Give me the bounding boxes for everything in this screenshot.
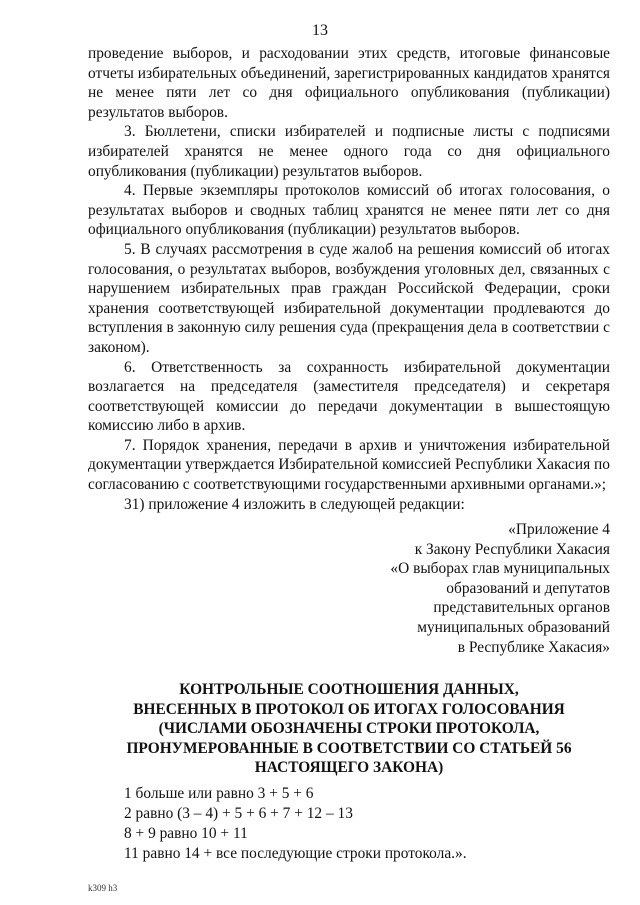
section-title-line: НАСТОЯЩЕГО ЗАКОНА) xyxy=(254,759,444,777)
appendix-reference-line: «Приложение 4 xyxy=(508,521,610,538)
section-title-line: ПРОНУМЕРОВАННЫЕ В СООТВЕТСТВИИ СО СТАТЬЕЙ 56 xyxy=(126,739,572,757)
section-title xyxy=(88,680,610,778)
appendix-reference-line: в Республике Хакасия» xyxy=(457,638,610,656)
paragraph-item-5: 5. В случаях рассмотрения в суде жалоб на решения комиссий об итогах голосования, о результатах выборов, возбуждения уголовных дел, связанных с нарушением избирательных прав граждан Российской Федерации, сроки хранения соответствующей избирательной документации продлеваются до вступления в законную силу решения суда (прекращения дела в соответствии с законом). xyxy=(88,240,610,356)
appendix-reference-line: муниципальных образований xyxy=(417,618,610,636)
appendix-reference-line: образований и депутатов xyxy=(446,579,610,597)
page-number: 13 xyxy=(312,22,328,39)
control-ratios-list xyxy=(124,784,604,864)
control-ratio: 11 равно 14 + все последующие строки протокола.». xyxy=(124,845,467,862)
control-ratio: 8 + 9 равно 10 + 11 xyxy=(124,825,248,842)
paragraph-item-3: 3. Бюллетени, списки избирателей и подписные листы с подписями избирателей хранятся не менее одного года со дня официального опубликования (публикации) результатов выборов. xyxy=(88,123,610,180)
section-title-line: (ЧИСЛАМИ ОБОЗНАЧЕНЫ СТРОКИ ПРОТОКОЛА, xyxy=(158,720,540,738)
appendix-reference-line: «О выборах глав муниципальных xyxy=(390,560,610,578)
body-text xyxy=(88,44,610,514)
appendix-reference-line: к Закону Республики Хакасия xyxy=(414,540,610,558)
footer-code: k309 h3 xyxy=(88,883,118,893)
control-ratio: 2 равно (3 – 4) + 5 + 6 + 7 + 12 – 13 xyxy=(124,805,353,822)
control-ratio: 1 больше или равно 3 + 5 + 6 xyxy=(124,785,314,802)
paragraph-continuation: проведение выборов, и расходовании этих средств, итоговые финансовые отчеты избирательных объединений, зарегистрированных кандидатов хранятся не менее пяти лет со дня официального опубликования (публикации) результатов выборов. xyxy=(88,45,610,121)
section-title-line: ВНЕСЕННЫХ В ПРОТОКОЛ ОБ ИТОГАХ ГОЛОСОВАНИЯ xyxy=(133,700,565,718)
paragraph-item-7: 7. Порядок хранения, передачи в архив и уничтожения избирательной документации утверждается Избирательной комиссией Республики Хакасия по согласованию с соответствующими государственными архивными органами.»; xyxy=(88,436,610,494)
paragraph-amendment-31: 31) приложение 4 изложить в следующей редакции: xyxy=(124,495,465,513)
appendix-reference xyxy=(290,520,610,657)
section-title-line: КОНТРОЛЬНЫЕ СООТНОШЕНИЯ ДАННЫХ, xyxy=(179,681,519,698)
appendix-reference-line: представительных органов xyxy=(433,599,610,617)
paragraph-item-6: 6. Ответственность за сохранность избирательной документации возлагается на председателя (заместителя председателя) и секретаря соответствующей комиссии до передачи документации в вышестоящую комиссию либо в архив. xyxy=(88,358,610,435)
paragraph-item-4: 4. Первые экземпляры протоколов комиссий об итогах голосования, о результатах выборов и сводных таблиц хранятся не менее пяти лет со дня официального опубликования (публикации) результатов выборов. xyxy=(88,182,610,239)
